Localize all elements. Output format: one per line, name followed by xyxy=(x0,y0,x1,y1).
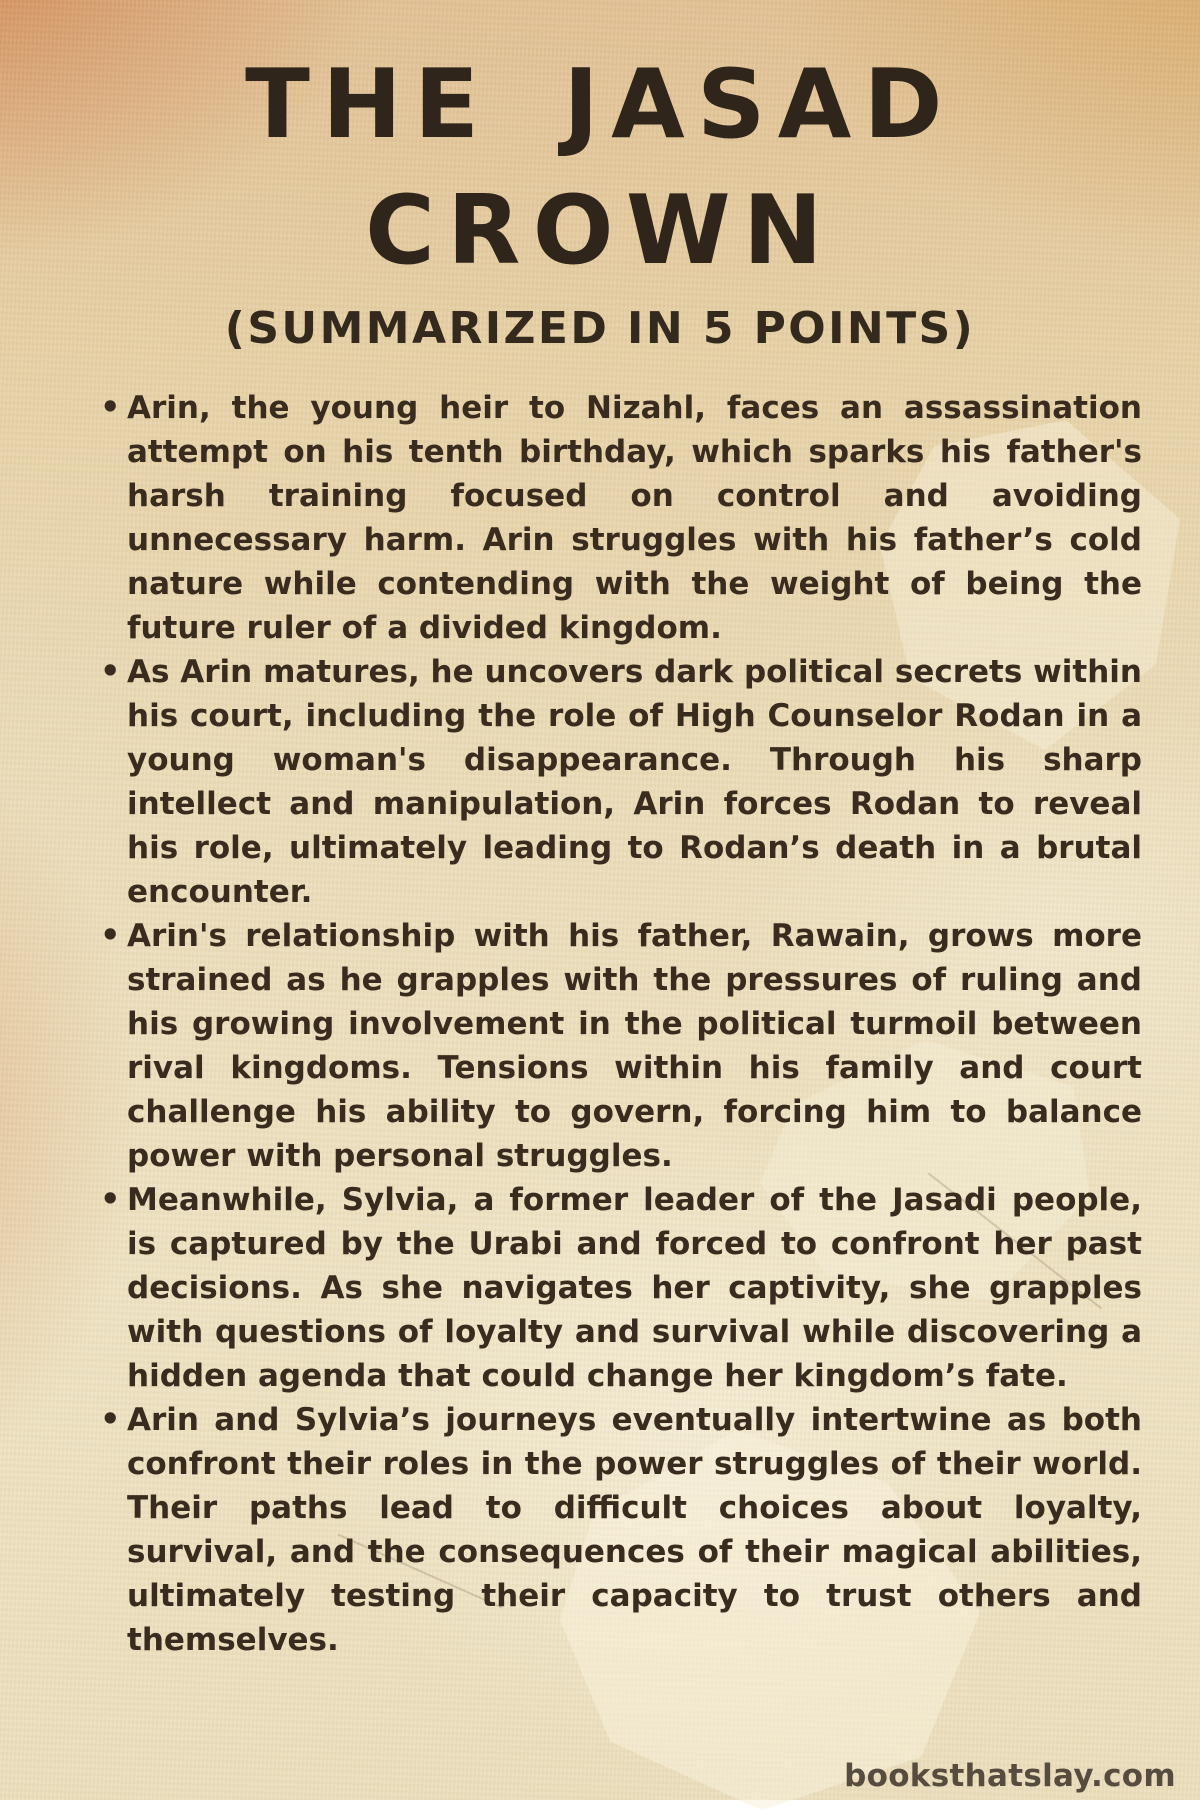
page-title xyxy=(0,0,1200,294)
summary-point: • Arin's relationship with his father, Rawain, grows more strained as he grapples with the pressures of ruling and his growing involvement in the political turmoil between rival kingdoms. Tensions within his family and court challenge his ability to govern, forcing him to balance power with personal struggles. xyxy=(100,914,1142,1178)
summary-point: • Arin and Sylvia’s journeys eventually intertwine as both confront their roles in the power struggles of their world. Their paths lead to difficult choices about loyalty, survival, and the consequences of their magical abilities, ultimately testing their capacity to trust others and themselves. xyxy=(100,1398,1142,1662)
watermark: booksthatslay.com xyxy=(844,1758,1176,1794)
title-line-2: CROWN xyxy=(365,176,835,286)
title-line-1: THE JASAD xyxy=(245,50,955,160)
summary-point: • Meanwhile, Sylvia, a former leader of the Jasadi people, is captured by the Urabi and forced to confront her past decisions. As she navigates her captivity, she grapples with questions of loyalty and survival while discovering a hidden agenda that could change her kingdom’s fate. xyxy=(100,1178,1142,1398)
summary-point: • Arin, the young heir to Nizahl, faces an assassination attempt on his tenth birthday, which sparks his father's harsh training focused on control and avoiding unnecessary harm. Arin struggles with his father’s cold nature while contending with the weight of being the future ruler of a divided kingdom. xyxy=(100,386,1142,650)
summary-points-list xyxy=(100,386,1142,1662)
summary-point: • As Arin matures, he uncovers dark political secrets within his court, including the role of High Counselor Rodan in a young woman's disappearance. Through his sharp intellect and manipulation, Arin forces Rodan to reveal his role, ultimately leading to Rodan’s death in a brutal encounter. xyxy=(100,650,1142,914)
page-subtitle: (SUMMARIZED IN 5 POINTS) xyxy=(224,303,976,354)
